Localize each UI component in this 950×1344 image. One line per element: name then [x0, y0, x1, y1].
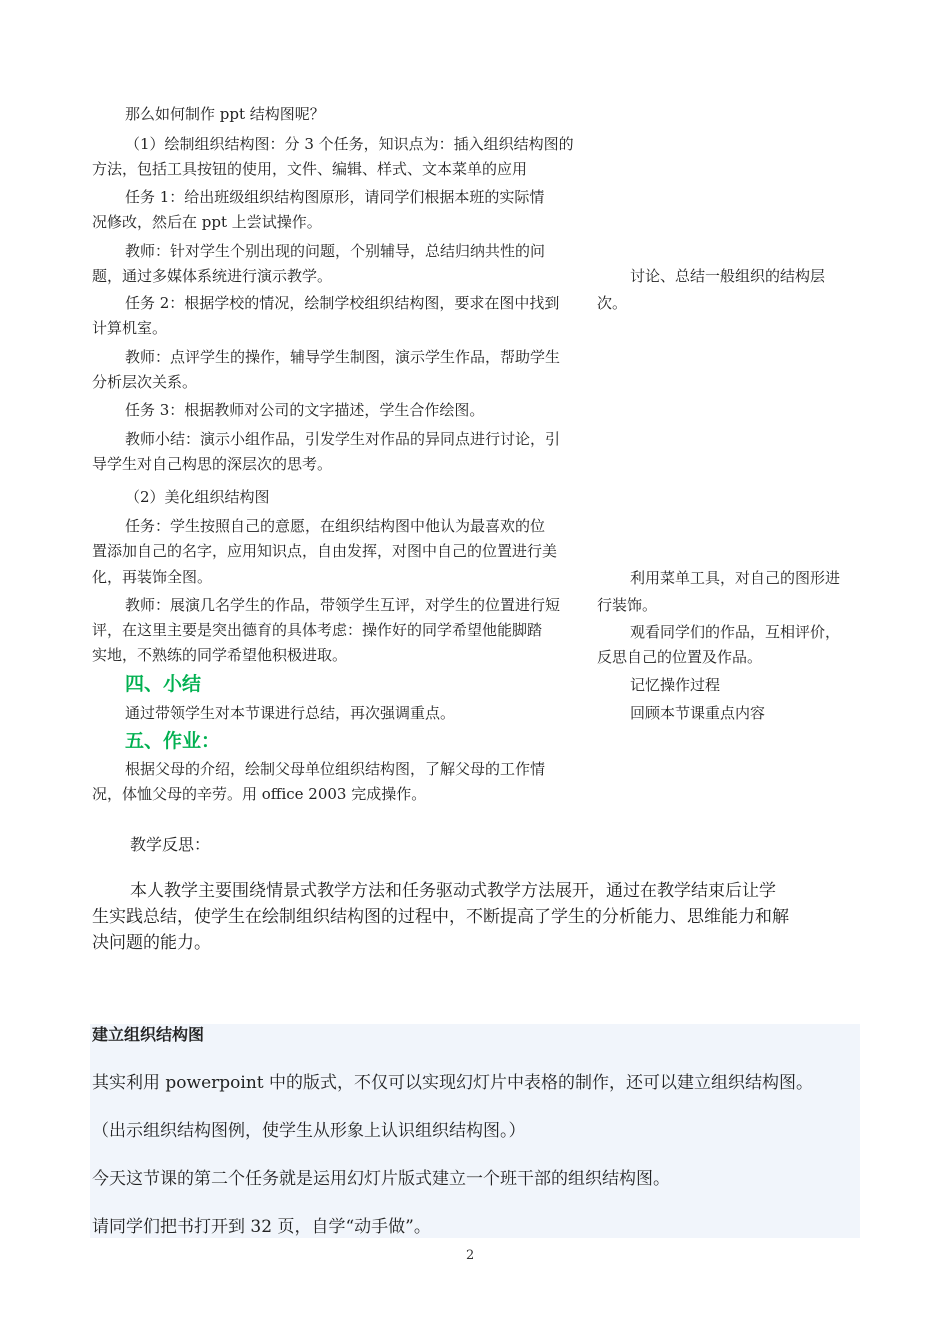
- text-line: 化，再装饰全图。: [92, 568, 213, 586]
- text-line: 教师：展演几名学生的作品，带领学生互评，对学生的位置进行短: [125, 596, 561, 614]
- section-paragraph: 请同学们把书打开到 32 页，自学“动手做”。: [92, 1217, 431, 1237]
- reflection-title: 教学反思：: [130, 835, 211, 854]
- page-number: 2: [466, 1248, 475, 1263]
- side-note: 讨论、总结一般组织的结构层: [630, 267, 826, 285]
- text-line: 况修改，然后在 ppt 上尝试操作。: [92, 213, 322, 231]
- text-line: 分析层次关系。: [92, 373, 198, 391]
- text-line: 计算机室。: [92, 319, 168, 337]
- text-line: 题，通过多媒体系统进行演示教学。: [92, 267, 333, 285]
- text-line: 导学生对自己构思的深层次的思考。: [92, 455, 333, 473]
- reflection-line: 生实践总结，使学生在绘制组织结构图的过程中，不断提高了学生的分析能力、思维能力和解: [92, 907, 789, 927]
- text-line: 任务 3：根据教师对公司的文字描述，学生合作绘图。: [125, 401, 485, 419]
- side-note: 记忆操作过程: [630, 676, 721, 694]
- text-line: 教师：针对学生个别出现的问题，个别辅导，总结归纳共性的问: [125, 242, 546, 260]
- side-note: 利用菜单工具，对自己的图形进: [630, 569, 841, 587]
- side-note: 反思自己的位置及作品。: [597, 648, 763, 666]
- section-paragraph: （出示组织结构图例，使学生从形象上认识组织结构图。）: [92, 1121, 526, 1141]
- reflection-line: 本人教学主要围绕情景式教学方法和任务驱动式教学方法展开，通过在教学结束后让学: [130, 881, 776, 901]
- homework-line: 况，体恤父母的辛劳。用 office 2003 完成操作。: [92, 785, 427, 803]
- text-line: 那么如何制作 ppt 结构图呢？: [125, 105, 325, 123]
- side-note: 次。: [597, 294, 628, 312]
- heading-homework: 五、作业：: [125, 730, 221, 752]
- text-line: 任务 2：根据学校的情况，绘制学校组织结构图，要求在图中找到: [125, 294, 560, 312]
- text-line: （2）美化组织结构图: [125, 488, 270, 506]
- summary-text: 通过带领学生对本节课进行总结，再次强调重点。: [125, 704, 456, 722]
- text-line: 评，在这里主要是突出德育的具体考虑：操作好的同学希望他能脚踏: [92, 621, 543, 639]
- text-line: 教师小结：演示小组作品，引发学生对作品的异同点进行讨论，引: [125, 430, 561, 448]
- side-note: 观看同学们的作品，互相评价，: [630, 623, 841, 641]
- side-note: 回顾本节课重点内容: [630, 704, 766, 722]
- side-note: 行装饰。: [597, 596, 658, 614]
- text-line: 置添加自己的名字，应用知识点，自由发挥，对图中自己的位置进行美: [92, 542, 558, 560]
- text-line: 任务 1：给出班级组织结构图原形，请同学们根据本班的实际情: [125, 188, 545, 206]
- section-box: [90, 1024, 860, 1238]
- reflection-line: 决问题的能力。: [92, 933, 211, 953]
- section-paragraph: 其实利用 powerpoint 中的版式，不仅可以实现幻灯片中表格的制作，还可以建立组织结构图。: [92, 1073, 813, 1093]
- heading-summary: 四、小结: [125, 673, 202, 695]
- text-line: （1）绘制组织结构图：分 3 个任务，知识点为：插入组织结构图的: [125, 135, 574, 153]
- text-line: 教师：点评学生的操作，辅导学生制图，演示学生作品，帮助学生: [125, 348, 561, 366]
- section-title: 建立组织结构图: [92, 1025, 205, 1044]
- text-line: 任务：学生按照自己的意愿，在组织结构图中他认为最喜欢的位: [125, 517, 546, 535]
- homework-line: 根据父母的介绍，绘制父母单位组织结构图，了解父母的工作情: [125, 760, 546, 778]
- text-line: 方法，包括工具按钮的使用，文件、编辑、样式、文本菜单的应用: [92, 160, 528, 178]
- text-line: 实地，不熟练的同学希望他积极进取。: [92, 646, 348, 664]
- section-paragraph: 今天这节课的第二个任务就是运用幻灯片版式建立一个班干部的组织结构图。: [92, 1169, 670, 1189]
